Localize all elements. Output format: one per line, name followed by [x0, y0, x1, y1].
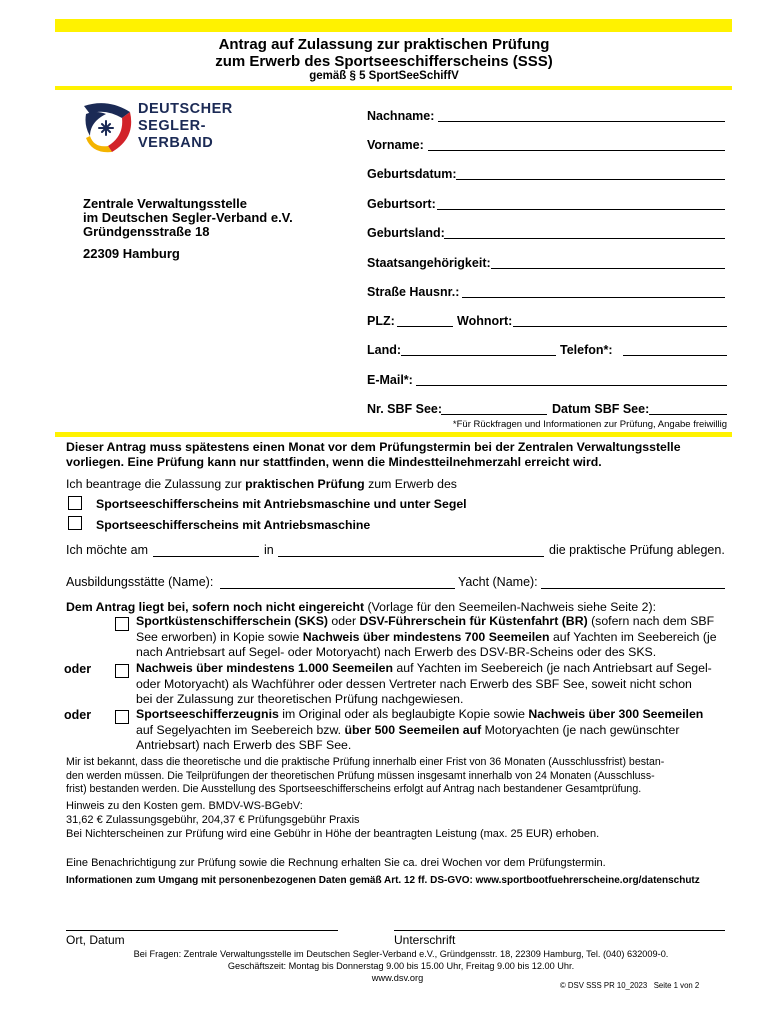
signature-field[interactable]	[394, 930, 725, 931]
vorname-field[interactable]	[428, 150, 725, 151]
geburtsdatum-field[interactable]	[456, 179, 725, 180]
date-post-label: die praktische Prüfung ablegen.	[549, 543, 725, 557]
signature-label: Unterschrift	[394, 933, 456, 947]
notice-line2: vorliegen. Eine Prüfung kann nur stattfinden, wenn die Mindestteilnehmerzahl erreicht wird.	[66, 455, 602, 469]
date-in-label: in	[264, 543, 274, 557]
strasse-label: Straße Hausnr.:	[367, 285, 460, 299]
telefon-label: Telefon*:	[560, 343, 613, 357]
nr-sbf-field[interactable]	[441, 414, 547, 415]
staatsangehoerigkeit-field[interactable]	[491, 268, 725, 269]
place-date-label: Ort, Datum	[66, 933, 125, 947]
logo-text-line2: SEGLER-	[138, 118, 206, 134]
place-date-field[interactable]	[66, 930, 338, 931]
wohnort-field[interactable]	[513, 326, 727, 327]
nr-sbf-label: Nr. SBF See:	[367, 402, 443, 416]
attachments-heading: Dem Antrag liegt bei, sofern noch nicht eingereicht (Vorlage für den Seemeilen-Nachweis siehe Seite 2):	[66, 600, 657, 614]
geburtsland-label: Geburtsland:	[367, 226, 445, 240]
attachment2-checkbox[interactable]	[115, 664, 129, 678]
school-field[interactable]	[220, 588, 455, 589]
datum-sbf-field[interactable]	[649, 414, 727, 415]
yacht-field[interactable]	[541, 588, 725, 589]
field-footnote: *Für Rückfragen und Informationen zur Prüfung, Angabe freiwillig	[452, 419, 727, 430]
footer-line2: Geschäftszeit: Montag bis Donnerstag 9.00 bis 15.00 Uhr, Freitag 9.00 bis 12.00 Uhr.	[227, 961, 575, 971]
address-line4: 22309 Hamburg	[83, 246, 180, 261]
dsv-emblem-icon	[82, 100, 132, 154]
attachment3-checkbox[interactable]	[115, 710, 129, 724]
footer-line1: Bei Fragen: Zentrale Verwaltungsstelle im Deutschen Segler-Verband e.V., Gründgensstr. 18, 22309 Hamburg, Tel. (040) 632009-0.	[133, 949, 669, 959]
datum-sbf-label: Datum SBF See:	[552, 402, 650, 416]
page-number: Seite 1 von 2	[653, 981, 700, 990]
exam-place-field[interactable]	[278, 556, 544, 557]
strasse-field[interactable]	[462, 297, 725, 298]
email-field[interactable]	[416, 385, 727, 386]
notice-line1: Dieser Antrag muss spätestens einen Monat vor dem Prüfungstermin bei der Zentralen Verwaltungsstelle	[66, 440, 681, 454]
address-line2: im Deutschen Segler-Verband e.V.	[83, 210, 293, 225]
costs-info: Hinweis zu den Kosten gem. BMDV-WS-BGebV: 31,62 € Zulassungsgebühr, 204,37 € Prüfungsgebühr Praxis Bei Nichterscheinen zur Prüfung wird eine Gebühr in Höhe der beantragten Leistung (max. 25 EUR) erhoben.	[66, 800, 600, 840]
option-sail-checkbox[interactable]	[68, 496, 82, 510]
exam-date-field[interactable]	[153, 556, 259, 557]
email-label: E-Mail*:	[367, 373, 413, 387]
form-title-line1: Antrag auf Zulassung zur praktischen Prüfung	[218, 36, 550, 53]
top-yellow-bar	[55, 19, 732, 32]
date-pre-label: Ich möchte am	[66, 543, 148, 557]
option-sail-label: Sportseeschifferscheins mit Antriebsmaschine und unter Segel	[96, 497, 467, 511]
deadline-info: Mir ist bekannt, dass die theoretische und die praktische Prüfung innerhalb einer Frist von 36 Monaten (Ausschlussfrist) bestan- den werden müssen. Die Teilprüfungen der theoretischen Prüfung müssen insgesamt innerhalb von 24 Monaten (Ausschluss- frist) bestanden werden. Die Ausstellung des Sportseeschifferscheins erfolgt auf Antrag nach bestandener Gesamtprüfung.	[66, 756, 665, 795]
attachment2-text: Nachweis über mindestens 1.000 Seemeilen auf Yachten im Seebereich (je nach Antriebsart auf Segel- oder Motoryacht) als Wachführer oder dessen Vertreter nach Erwerb des SBF See, soweit nicht schon bei der Zulassung zur theoretischen Prüfung nachgewiesen.	[136, 661, 712, 706]
option-engine-label: Sportseeschifferscheins mit Antriebsmaschine	[96, 518, 371, 532]
nachname-label: Nachname:	[367, 109, 435, 123]
address-line1: Zentrale Verwaltungsstelle	[83, 196, 248, 211]
land-label: Land:	[367, 343, 402, 357]
address-line3: Gründgensstraße 18	[83, 224, 210, 239]
dsv-logo	[82, 100, 242, 155]
yacht-label: Yacht (Name):	[458, 575, 538, 589]
vorname-label: Vorname:	[367, 138, 424, 152]
wohnort-label: Wohnort:	[457, 314, 513, 328]
staatsangehoerigkeit-label: Staatsangehörigkeit:	[367, 256, 491, 270]
notification-info: Eine Benachrichtigung zur Prüfung sowie die Rechnung erhalten Sie ca. drei Wochen vor dem Prüfungstermin.	[66, 857, 606, 869]
title-yellow-rule	[55, 86, 732, 90]
form-title-line2: zum Erwerb des Sportseeschifferscheins (SSS)	[215, 53, 553, 70]
telefon-field[interactable]	[623, 355, 727, 356]
oder-label-1: oder	[64, 662, 92, 676]
plz-label: PLZ:	[367, 314, 395, 328]
form-title-line3: gemäß § 5 SportSeeSchiffV	[309, 70, 459, 82]
geburtsort-field[interactable]	[437, 209, 725, 210]
form-code: © DSV SSS PR 10_2023 Seite 1 von 2	[560, 981, 700, 990]
plz-field[interactable]	[397, 326, 453, 327]
attachment3-text: Sportseeschifferzeugnis im Original oder als beglaubigte Kopie sowie Nachweis über 300 Seemeilen auf Segelyachten im Seebereich bzw. über 500 Seemeilen auf Motoryachten (je nach gewünschter Antriebsart) nach Erwerb des SBF See.	[136, 707, 704, 752]
land-field[interactable]	[401, 355, 556, 356]
logo-text-line1: DEUTSCHER	[138, 101, 233, 117]
option-engine-checkbox[interactable]	[68, 516, 82, 530]
school-label: Ausbildungsstätte (Name):	[66, 575, 214, 589]
geburtsdatum-label: Geburtsdatum:	[367, 167, 457, 181]
application-intro: Ich beantrage die Zulassung zur praktischen Prüfung zum Erwerb des	[66, 477, 457, 491]
footer-website: www.dsv.org	[371, 973, 424, 983]
geburtsland-field[interactable]	[444, 238, 725, 239]
nachname-field[interactable]	[438, 121, 725, 122]
oder-label-2: oder	[64, 708, 92, 722]
geburtsort-label: Geburtsort:	[367, 197, 436, 211]
attachment1-checkbox[interactable]	[115, 617, 129, 631]
notice-yellow-rule	[55, 432, 732, 437]
attachment1-text: Sportküstenschifferschein (SKS) oder DSV-Führerschein für Küstenfahrt (BR) (sofern nach dem SBF See erworben) in Kopie sowie Nachweis über mindestens 700 Seemeilen auf Yachten im Seebereich (je nach Antriebsart auf Segel- oder Motoryacht) nach Erwerb des DSV-BR-Scheins oder des SKS.	[136, 614, 717, 659]
dsgvo-info: Informationen zum Umgang mit personenbezogenen Daten gemäß Art. 12 ff. DS-GVO: www.sportbootfuehrerscheine.org/datenschutz	[66, 875, 700, 886]
logo-text-line3: VERBAND	[138, 135, 214, 151]
